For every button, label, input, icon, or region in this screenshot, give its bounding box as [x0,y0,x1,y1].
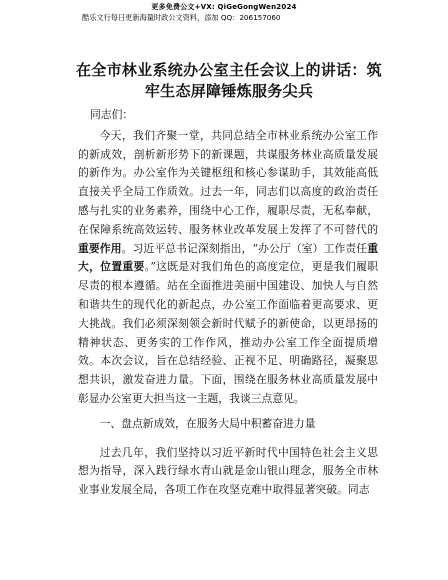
emphasis-heavy-responsibility: 重大，位置重要 [78,241,378,274]
paragraph-intro [78,127,378,409]
emphasis-important-role: 重要作用 [78,241,122,255]
paragraph-achievements: 过去几年，我们坚持以习近平新时代中国特色社会主义思想为指导，深入践行绿水青山就是金山银山理念，服务全市林业事业发展全局，各项工作在攻坚克难中取得显著突破。同志 [78,445,378,497]
promo-banner: 更多免费公文+VX: QiGeGongWen2024 [151,3,297,11]
promo-subline: 酷乐文行每日更新海量时政公文资料，添加 QQ：206157060 [82,13,281,22]
document-title: 在全市林业系统办公室主任会议上的讲话：筑牢生态屏障锤炼服务尖兵 [75,61,382,100]
section-heading-1: 一、盘点新成效，在服务大局中积蓄奋进力量 [99,416,316,430]
document-body [78,106,378,500]
salutation: 同志们： [90,108,134,121]
paragraph-intro-text-c: 。”这既是对我们角色的高度定位，更是我们履职尽责的根本遵循。站在全面推进美丽中国建设、加快人与自然和谐共生的现代化的新起点，办公室工作面临着更高要求、更大挑战。我们必须深刻领会新时代赋予的新使命，以更昂扬的精神状态、更务实的工作作风，推动办公室工作全面提质增效。本次会议，旨在总结经验、正视不足、明确路径，凝聚思想共识，激发奋进力量。下面，围绕在服务林业高质量发展中彰显办公室更大担当这一主题，我谈三点意见。 [78,260,378,405]
paragraph-intro-text-b: 。习近平总书记深刻指出，“办公厅（室）工作责任 [121,241,368,255]
paragraph-intro-text-a: 今天，我们齐聚一堂，共同总结全市林业系统办公室工作的新成效，剖析新形势下的新课题，共谋服务林业高质量发展的新作为。办公室作为关键枢纽和核心参谋助手，其效能高低直接关乎全局工作质效。过去一年，同志们以高度的政治责任感与扎实的业务素养，围绕中心工作，履职尽责，无私奉献，在保障系统高效运转、服务林业改革发展上发挥了不可替代的 [78,128,378,236]
